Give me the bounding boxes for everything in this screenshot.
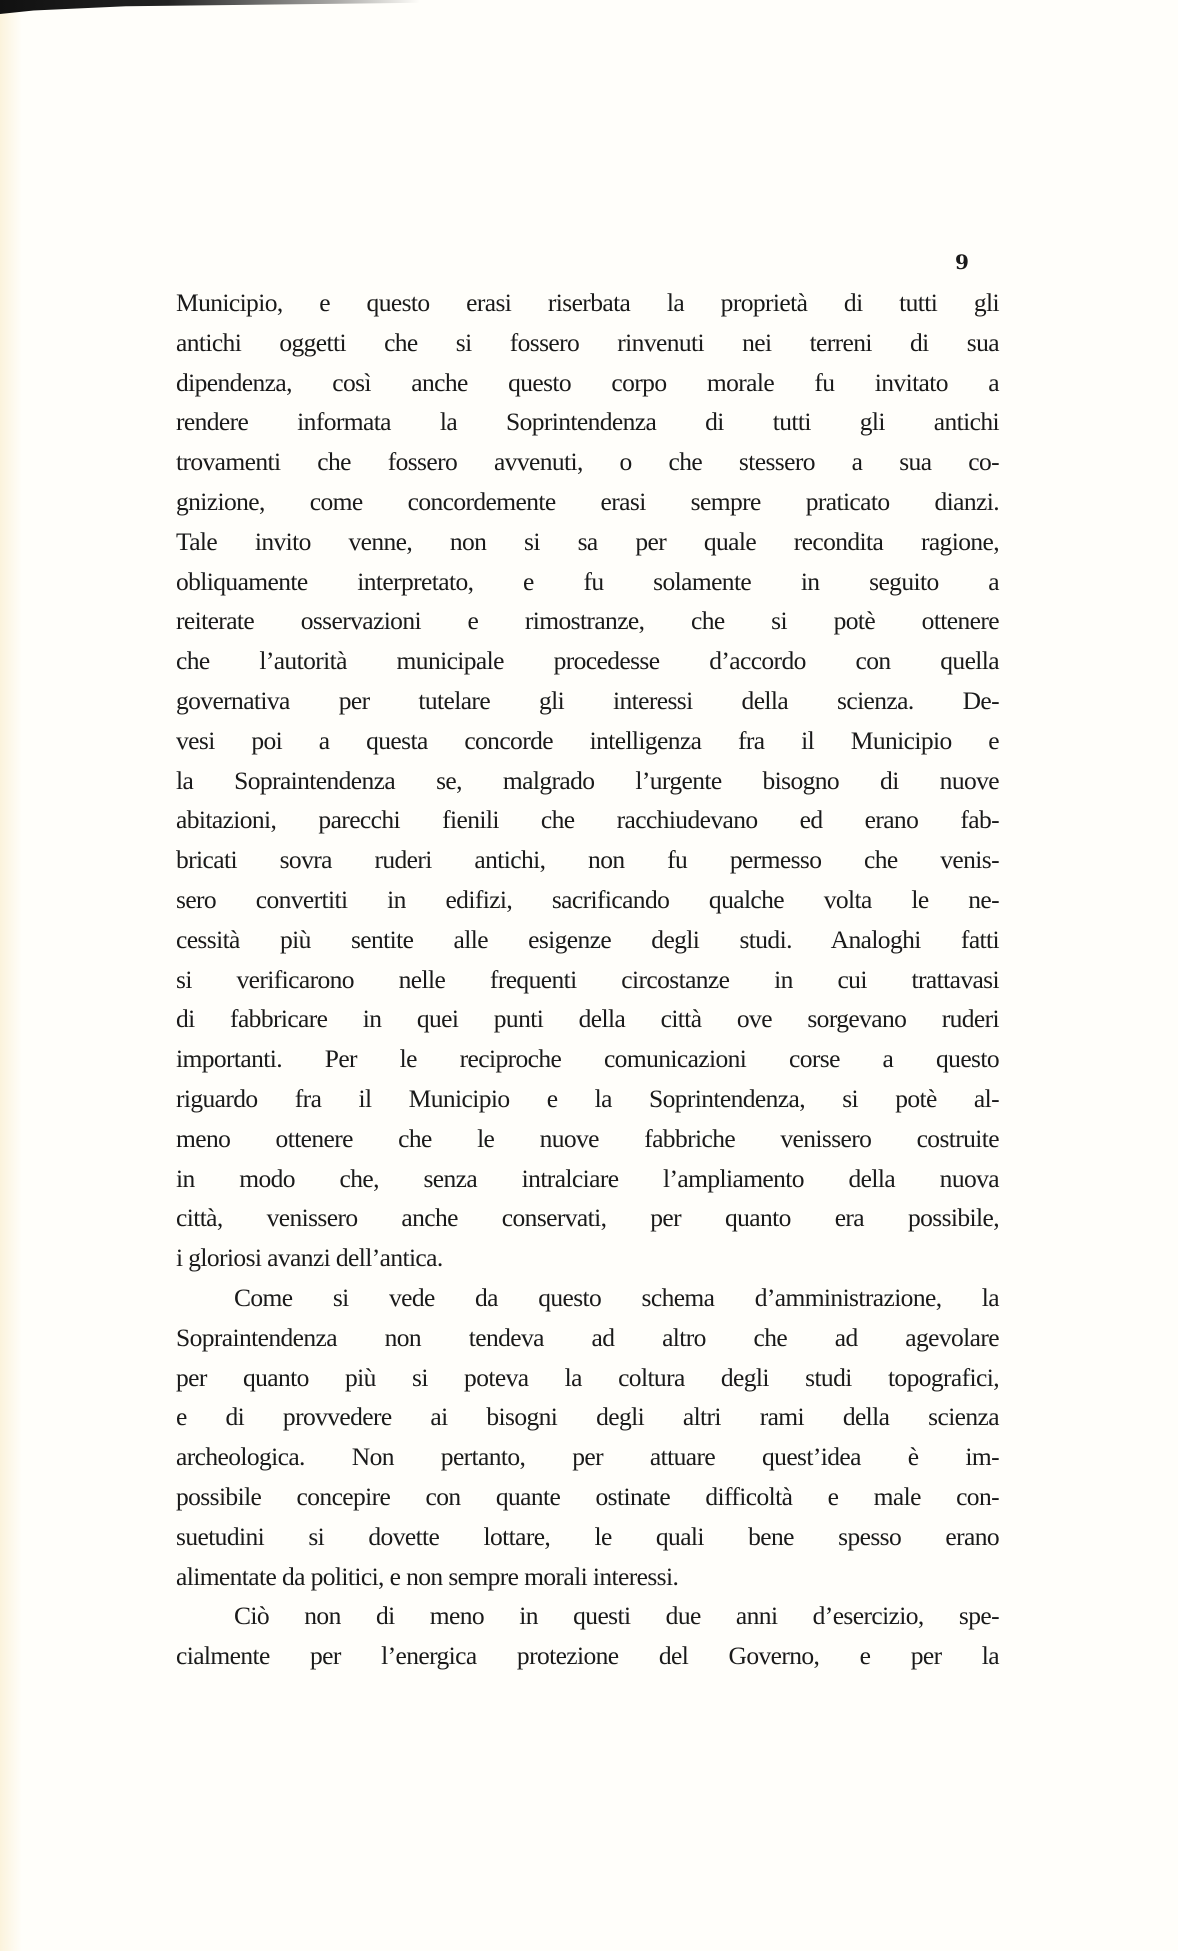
text-line: vesi poi a questa concorde intelligenza fra il Municipio e — [176, 725, 999, 755]
text-line: riguardo fra il Municipio e la Soprintendenza, si potè al- — [176, 1083, 999, 1113]
text-line: gnizione, come concordemente erasi sempre praticato dianzi. — [176, 486, 999, 516]
text-line: abitazioni, parecchi fienili che racchiudevano ed erano fab- — [176, 805, 999, 835]
text-line: Municipio, e questo erasi riserbata la proprietà di tutti gli — [176, 288, 999, 317]
text-line: possibile concepire con quante ostinate difficoltà e male con- — [176, 1481, 999, 1511]
text-line: in modo che, senza intralciare l’ampliamento della nuova — [176, 1163, 999, 1193]
text-line: reiterate osservazioni e rimostranze, che si potè ottenere — [176, 606, 999, 636]
text-line: che l’autorità municipale procedesse d’accordo con quella — [176, 646, 999, 676]
text-line: cialmente per l’energica protezione del Governo, e per la — [176, 1641, 999, 1671]
text-line: governativa per tutelare gli interessi della scienza. De- — [176, 685, 999, 715]
text-line: dipendenza, così anche questo corpo morale fu invitato a — [176, 367, 999, 397]
text-line: obliquamente interpretato, e fu solamente in seguito a — [176, 566, 999, 596]
text-line: suetudini si dovette lottare, le quali bene spesso erano — [176, 1521, 999, 1551]
text-line: i gloriosi avanzi dell’antica. — [176, 1243, 443, 1273]
text-line: di fabbricare in quei punti della città ove sorgevano ruderi — [176, 1004, 999, 1034]
text-line: alimentate da politici, e non sempre morali interessi. — [176, 1561, 679, 1591]
text-line: città, venissero anche conservati, per quanto era possibile, — [176, 1203, 999, 1233]
text-line: bricati sovra ruderi antichi, non fu permesso che venis- — [176, 845, 999, 875]
text-line: rendere informata la Soprintendenza di tutti gli antichi — [176, 407, 999, 437]
text-line: archeologica. Non pertanto, per attuare quest’idea è im- — [176, 1442, 999, 1472]
text-line: meno ottenere che le nuove fabbriche venissero costruite — [176, 1123, 999, 1153]
text-line: sero convertiti in edifizi, sacrificando qualche volta le ne- — [176, 884, 999, 914]
page-number: 9 — [955, 250, 969, 274]
text-line: per quanto più si poteva la coltura degli studi topografici, — [176, 1362, 999, 1392]
text-line: si verificarono nelle frequenti circostanze in cui trattavasi — [176, 964, 999, 994]
text-line: antichi oggetti che si fossero rinvenuti nei terreni di sua — [176, 327, 999, 357]
body-text — [176, 283, 999, 1676]
text-line: Sopraintendenza non tendeva ad altro che ad agevolare — [176, 1322, 999, 1352]
text-line: importanti. Per le reciproche comunicazioni corse a questo — [176, 1044, 999, 1074]
text-line: cessità più sentite alle esigenze degli studi. Analoghi fatti — [176, 924, 999, 954]
page-edge-shadow — [0, 0, 420, 14]
text-line: Come si vede da questo schema d’amministrazione, la — [234, 1282, 999, 1312]
page-edge-tint — [0, 0, 22, 1951]
text-line: la Sopraintendenza se, malgrado l’urgente bisogno di nuove — [176, 765, 999, 795]
text-line: e di provvedere ai bisogni degli altri rami della scienza — [176, 1402, 999, 1432]
text-line: Tale invito venne, non si sa per quale recondita ragione, — [176, 526, 999, 556]
text-line: trovamenti che fossero avvenuti, o che stessero a sua co- — [176, 447, 999, 477]
text-line: Ciò non di meno in questi due anni d’esercizio, spe- — [234, 1601, 999, 1631]
